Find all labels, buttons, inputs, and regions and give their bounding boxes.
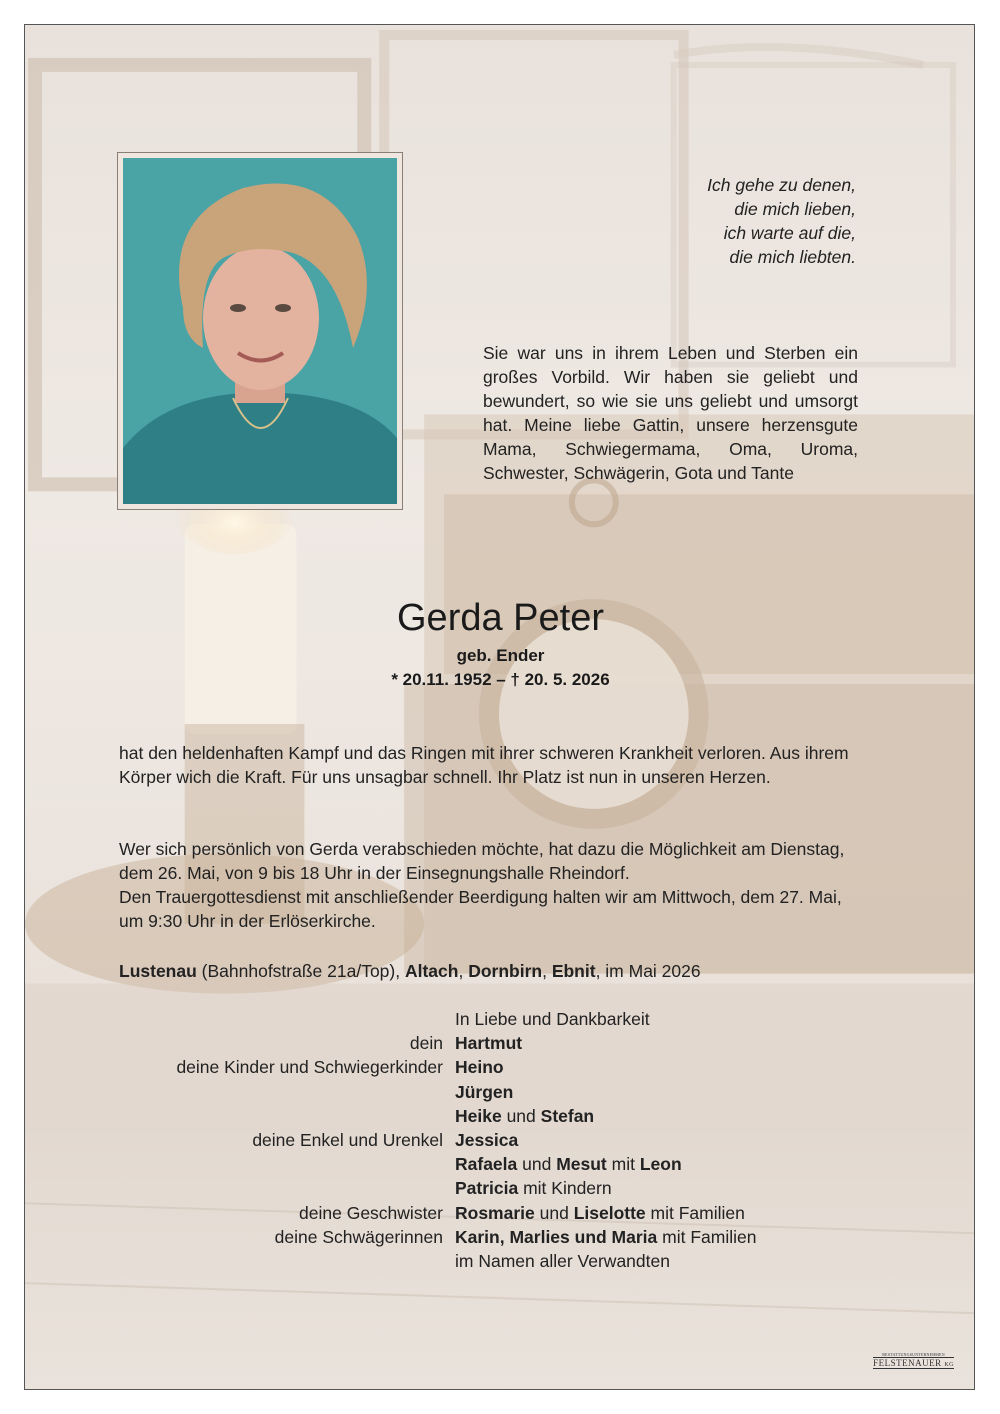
name: Heike bbox=[455, 1105, 502, 1126]
name: Liselotte bbox=[573, 1202, 646, 1223]
place-altach: Altach bbox=[404, 961, 459, 981]
family-block bbox=[25, 1007, 975, 1287]
logo-text bbox=[873, 1357, 954, 1369]
separator: , bbox=[542, 961, 552, 981]
logo-suffix: KG bbox=[944, 1362, 954, 1368]
name: Mesut bbox=[556, 1154, 607, 1175]
name: Jürgen bbox=[455, 1081, 514, 1102]
intro-text: Sie war uns in ihrem Leben und Sterben ein großes Vorbild. Wir haben sie geliebt und bewundert, so wie sie uns geliebt und umsorgt hat. Meine liebe Gattin, unsere herzensgute Mama, Schwiegermama, Oma, Uroma, Schwester, Schwägerin, Gota und Tante bbox=[483, 343, 858, 483]
funeral-home-logo bbox=[873, 1352, 954, 1369]
name: Karin, Marlies und Maria bbox=[455, 1226, 658, 1247]
label-sisters-in-law: deine Schwägerinnen bbox=[274, 1226, 443, 1247]
name: Stefan bbox=[540, 1105, 595, 1126]
logo-subtitle: BESTATTUNGSUNTERNEHMEN bbox=[882, 1352, 945, 1357]
place-dornbirn: Dornbirn bbox=[468, 961, 543, 981]
family-row bbox=[455, 1225, 875, 1249]
portrait-illustration bbox=[123, 158, 397, 504]
label-husband: dein bbox=[409, 1033, 443, 1054]
family-row bbox=[455, 1152, 875, 1176]
name: Hartmut bbox=[455, 1033, 523, 1054]
family-row bbox=[455, 1176, 875, 1200]
family-row bbox=[455, 1055, 875, 1079]
label-children: deine Kinder und Schwiegerkinder bbox=[176, 1057, 443, 1078]
family-row bbox=[455, 1128, 875, 1152]
closing: im Namen aller Verwandten bbox=[455, 1250, 670, 1271]
name: Jessica bbox=[455, 1129, 519, 1150]
poem-line: Ich gehe zu denen, bbox=[707, 175, 856, 195]
poem-line: die mich liebten. bbox=[729, 247, 856, 267]
place-lustenau: Lustenau bbox=[119, 961, 197, 981]
name: Heino bbox=[455, 1057, 504, 1078]
name: Patricia bbox=[455, 1178, 519, 1199]
paragraph-service: Den Trauergottesdienst mit anschließender Beerdigung halten wir am Mittwoch, dem 27. Mai, um 9:30 Uhr in der Erlöserkirche. bbox=[119, 887, 842, 931]
poem bbox=[707, 173, 856, 269]
place-ebnit: Ebnit bbox=[551, 961, 596, 981]
deceased-name: Gerda Peter bbox=[397, 597, 604, 639]
date-line: , im Mai 2026 bbox=[595, 961, 701, 981]
connector: und bbox=[501, 1105, 541, 1126]
family-row bbox=[455, 1080, 875, 1104]
family-row bbox=[455, 1249, 875, 1273]
separator: , bbox=[458, 961, 469, 981]
family-heading: In Liebe und Dankbarkeit bbox=[455, 1009, 650, 1029]
logo-main: FELSTENAUER bbox=[873, 1358, 942, 1368]
family-labels bbox=[25, 1007, 443, 1287]
paragraph-farewell: Wer sich persönlich von Gerda verabschieden möchte, hat dazu die Möglichkeit am Dienstag, dem 26. Mai, von 9 bis 18 Uhr in der Einsegnungshalle Rheindorf. bbox=[119, 839, 845, 883]
connector: und bbox=[534, 1202, 574, 1223]
connector: mit bbox=[606, 1154, 640, 1175]
portrait-photo bbox=[123, 158, 397, 504]
name: Leon bbox=[639, 1154, 682, 1175]
parte-frame bbox=[24, 24, 975, 1390]
label-siblings: deine Geschwister bbox=[299, 1202, 443, 1223]
paragraph-funeral bbox=[119, 837, 865, 933]
family-row bbox=[455, 1104, 875, 1128]
name: Rafaela bbox=[455, 1154, 518, 1175]
connector: mit Kindern bbox=[518, 1178, 612, 1199]
location-line bbox=[119, 959, 865, 983]
poem-line: die mich lieben, bbox=[734, 199, 856, 219]
paragraph-illness: hat den heldenhaften Kampf und das Ringen mit ihrer schweren Krankheit verloren. Aus ihrem Körper wich die Kraft. Für uns unsagbar schnell. Ihr Platz ist nun in unseren Herzen. bbox=[119, 743, 849, 787]
poem-line: ich warte auf die, bbox=[723, 223, 856, 243]
family-names bbox=[455, 1007, 875, 1273]
portrait-frame bbox=[117, 152, 403, 510]
connector: mit Familien bbox=[645, 1202, 745, 1223]
connector: und bbox=[517, 1154, 557, 1175]
family-row bbox=[455, 1031, 875, 1055]
label-grandchildren: deine Enkel und Urenkel bbox=[252, 1130, 443, 1150]
address: (Bahnhofstraße 21a/Top), bbox=[196, 961, 405, 981]
name: Rosmarie bbox=[455, 1202, 535, 1223]
family-row bbox=[455, 1201, 875, 1225]
connector: mit Familien bbox=[657, 1226, 757, 1247]
life-dates: * 20.11. 1952 – † 20. 5. 2026 bbox=[391, 670, 610, 689]
birth-name: geb. Ender bbox=[456, 646, 545, 665]
